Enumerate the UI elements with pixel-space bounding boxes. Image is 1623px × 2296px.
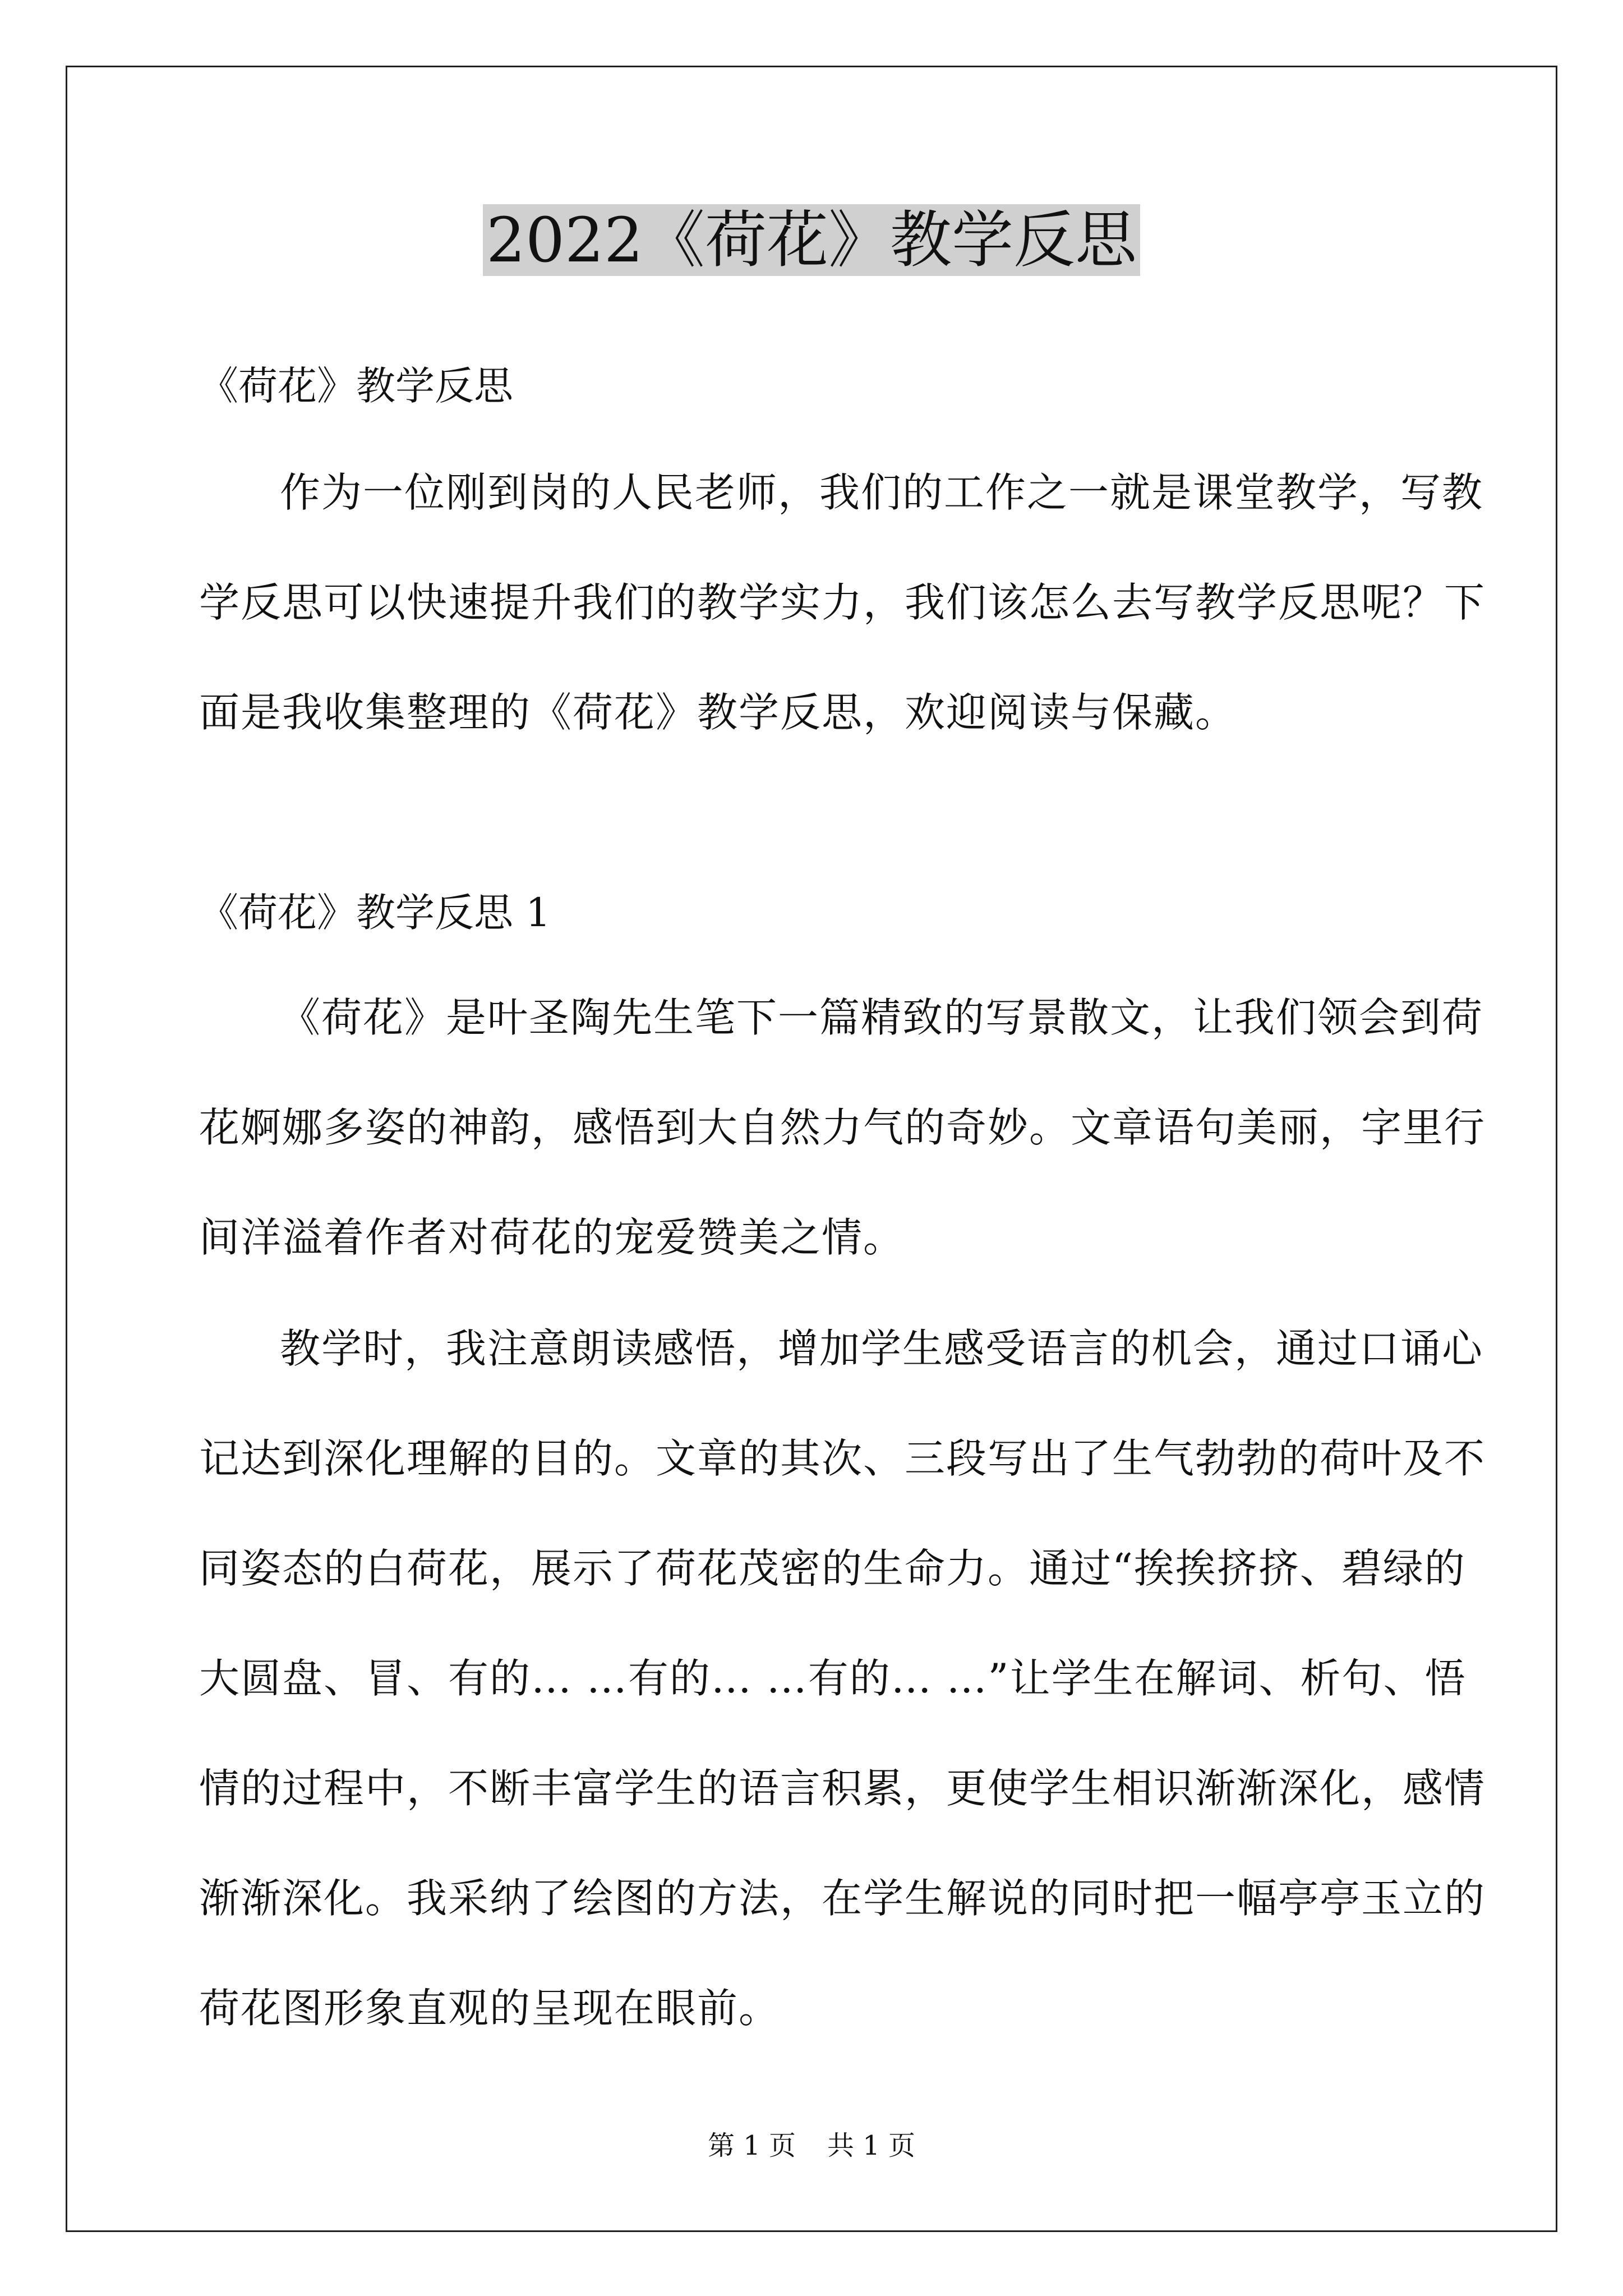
- intro-paragraph: 作为一位刚到岗的人民老师，我们的工作之一就是课堂教学，写教学反思可以快速提升我们的教学实力，我们该怎么去写教学反思呢？下面是我收集整理的《荷花》教学反思，欢迎阅读与保藏。: [199, 469, 1486, 736]
- document-title: [0, 201, 1623, 279]
- document-title-text: 2022《荷花》教学反思: [483, 204, 1140, 276]
- section1-heading: 《荷花》教学反思 1: [199, 890, 551, 936]
- section1-paragraph-2: 教学时，我注意朗读感悟，增加学生感受语言的机会，通过口诵心记达到深化理解的目的。文章的其次、三段写出了生气勃勃的荷叶及不同姿态的白荷花，展示了荷花茂密的生命力。通过“挨挨挤挤、碧绿的大圆盘、冒、有的… …有的… …有的… …”让学生在解词、析句、悟情的过程中，不断丰富学生的语言积累，更使学生相识渐渐深化，感情渐渐深化。我采纳了绘图的方法，在学生解说的同时把一幅亭亭玉立的荷花图形象直观的呈现在眼前。: [199, 1325, 1486, 2032]
- page-footer: [0, 2129, 1623, 2162]
- page-number-current: 第 1 页: [707, 2130, 796, 2161]
- section1-paragraph-1: 《荷花》是叶圣陶先生笔下一篇精致的写景散文，让我们领会到荷花婀娜多姿的神韵，感悟到大自然力气的奇妙。文章语句美丽，字里行间洋溢着作者对荷花的宠爱赞美之情。: [199, 994, 1486, 1261]
- page-number-total: 共 1 页: [827, 2130, 916, 2161]
- intro-heading: 《荷花》教学反思: [199, 363, 513, 409]
